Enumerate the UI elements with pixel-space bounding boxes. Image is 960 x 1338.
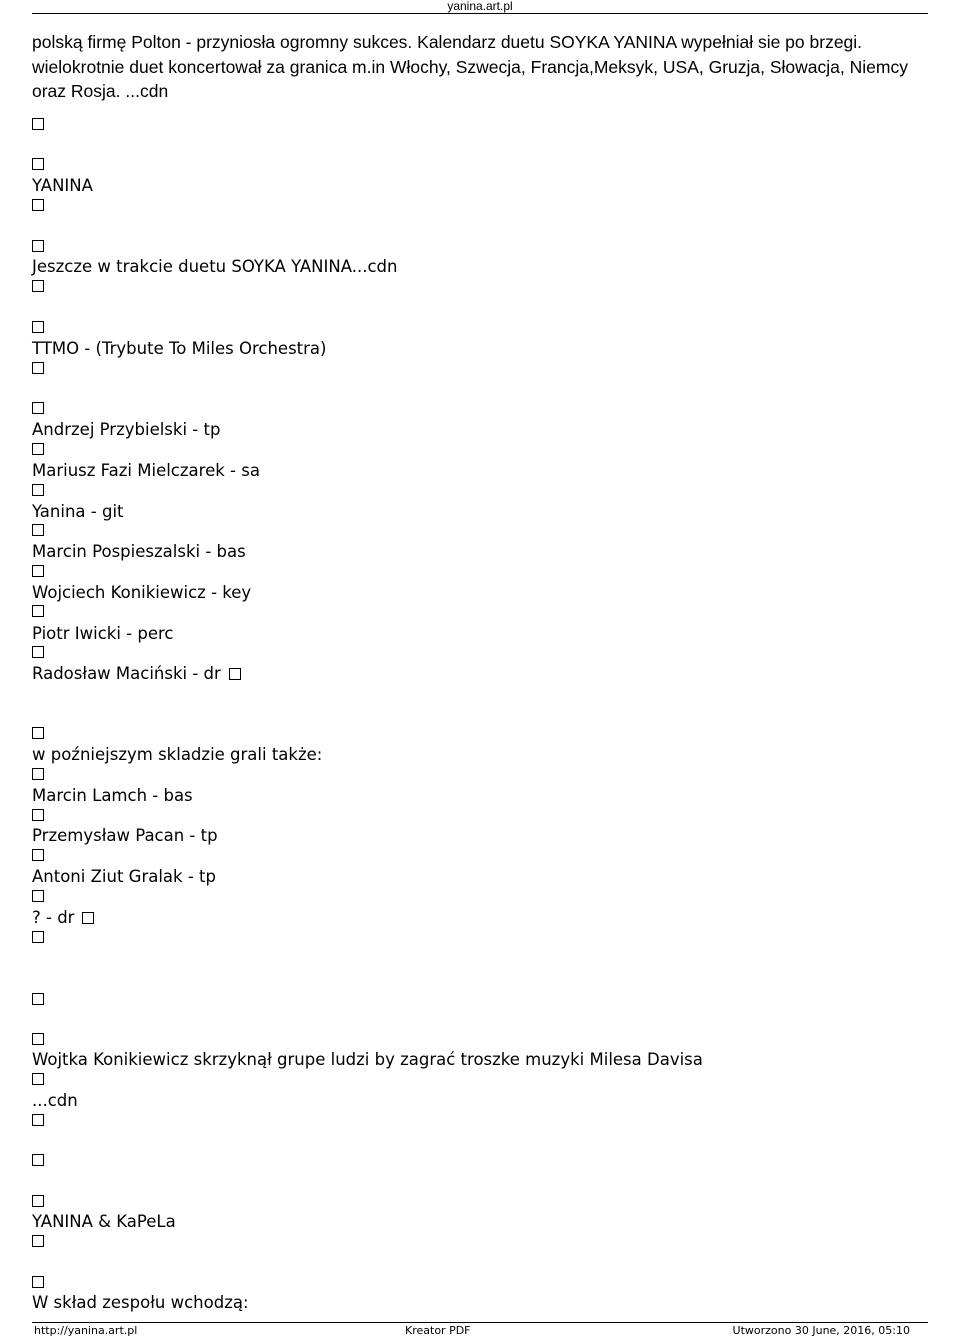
bullet-box-icon xyxy=(32,402,44,416)
bullet-box-icon xyxy=(32,993,44,1007)
bullet-box-icon xyxy=(32,931,44,945)
text-sklad: W skład zespołu wchodzą: xyxy=(32,1293,249,1312)
later-member-1: Marcin Lamch - bas xyxy=(32,786,193,805)
bullet-box-icon xyxy=(32,646,44,660)
footer-rule xyxy=(32,1322,928,1323)
text-jeszcze: Jeszcze w trakcie duetu SOYKA YANINA...cdn xyxy=(32,257,398,276)
bullet-box-icon xyxy=(32,565,44,579)
intro-paragraph: polską firmę Polton - przyniosła ogromny sukces. Kalendarz duetu SOYKA YANINA wypełniał sie po brzegi. wielokrotnie duet koncertował za granica m.in Włochy, Szwecja, Francja,Meksyk, USA, Gruzja, Słowacja, Niemcy oraz Rosja. ...cdn xyxy=(32,32,908,101)
member-7: Radosław Maciński - dr xyxy=(32,664,221,683)
header-site: yanina.art.pl xyxy=(447,0,513,13)
text-wojtka: Wojtka Konikiewicz skrzyknął grupe ludzi by zagrać troszke muzyki Milesa Davisa xyxy=(32,1050,703,1069)
bullet-box-icon xyxy=(229,668,241,680)
bullet-box-icon xyxy=(32,443,44,457)
section-yanina: YANINA xyxy=(32,176,93,195)
bullet-box-icon xyxy=(32,1195,44,1209)
bullet-box-icon xyxy=(32,158,44,172)
later-member-4: ? - dr xyxy=(32,908,75,927)
text-later: w poźniejszym skladzie grali także: xyxy=(32,745,323,764)
member-7-row xyxy=(32,664,241,684)
member-2: Mariusz Fazi Mielczarek - sa xyxy=(32,461,260,480)
bullet-box-icon xyxy=(32,1276,44,1290)
section-kapela: YANINA & KaPeLa xyxy=(32,1212,176,1231)
bullet-box-icon xyxy=(32,890,44,904)
bullet-box-icon xyxy=(32,768,44,782)
header-rule xyxy=(32,13,928,14)
member-6: Piotr Iwicki - perc xyxy=(32,624,174,643)
member-3: Yanina - git xyxy=(32,502,124,521)
bullet-box-icon xyxy=(32,118,44,132)
later-member-4-row xyxy=(32,908,94,928)
later-member-2: Przemysław Pacan - tp xyxy=(32,826,218,845)
bullet-box-icon xyxy=(32,605,44,619)
footer-created: Utworzono 30 June, 2016, 05:10 xyxy=(732,1324,910,1337)
member-1: Andrzej Przybielski - tp xyxy=(32,420,221,439)
bullet-box-icon xyxy=(32,1114,44,1128)
bullet-box-icon xyxy=(32,362,44,376)
footer-url: http://yanina.art.pl xyxy=(34,1324,138,1337)
footer-creator: Kreator PDF xyxy=(405,1324,471,1337)
bullet-box-icon xyxy=(32,1235,44,1249)
bullet-box-icon xyxy=(32,1073,44,1087)
bullet-box-icon xyxy=(32,1154,44,1168)
bullet-box-icon xyxy=(32,280,44,294)
bullet-box-icon xyxy=(32,484,44,498)
bullet-box-icon xyxy=(32,727,44,741)
member-5: Wojciech Konikiewicz - key xyxy=(32,583,252,602)
later-member-3: Antoni Ziut Gralak - tp xyxy=(32,867,216,886)
bullet-box-icon xyxy=(32,849,44,863)
bullet-box-icon xyxy=(32,1033,44,1047)
text-cdn: ...cdn xyxy=(32,1091,78,1110)
bullet-box-icon xyxy=(32,240,44,254)
bullet-box-icon xyxy=(32,809,44,823)
bullet-box-icon xyxy=(32,321,44,335)
bullet-box-icon xyxy=(82,912,94,924)
member-4: Marcin Pospieszalski - bas xyxy=(32,542,246,561)
bullet-box-icon xyxy=(32,199,44,213)
bullet-box-icon xyxy=(32,524,44,538)
section-ttmo: TTMO - (Trybute To Miles Orchestra) xyxy=(32,339,327,358)
